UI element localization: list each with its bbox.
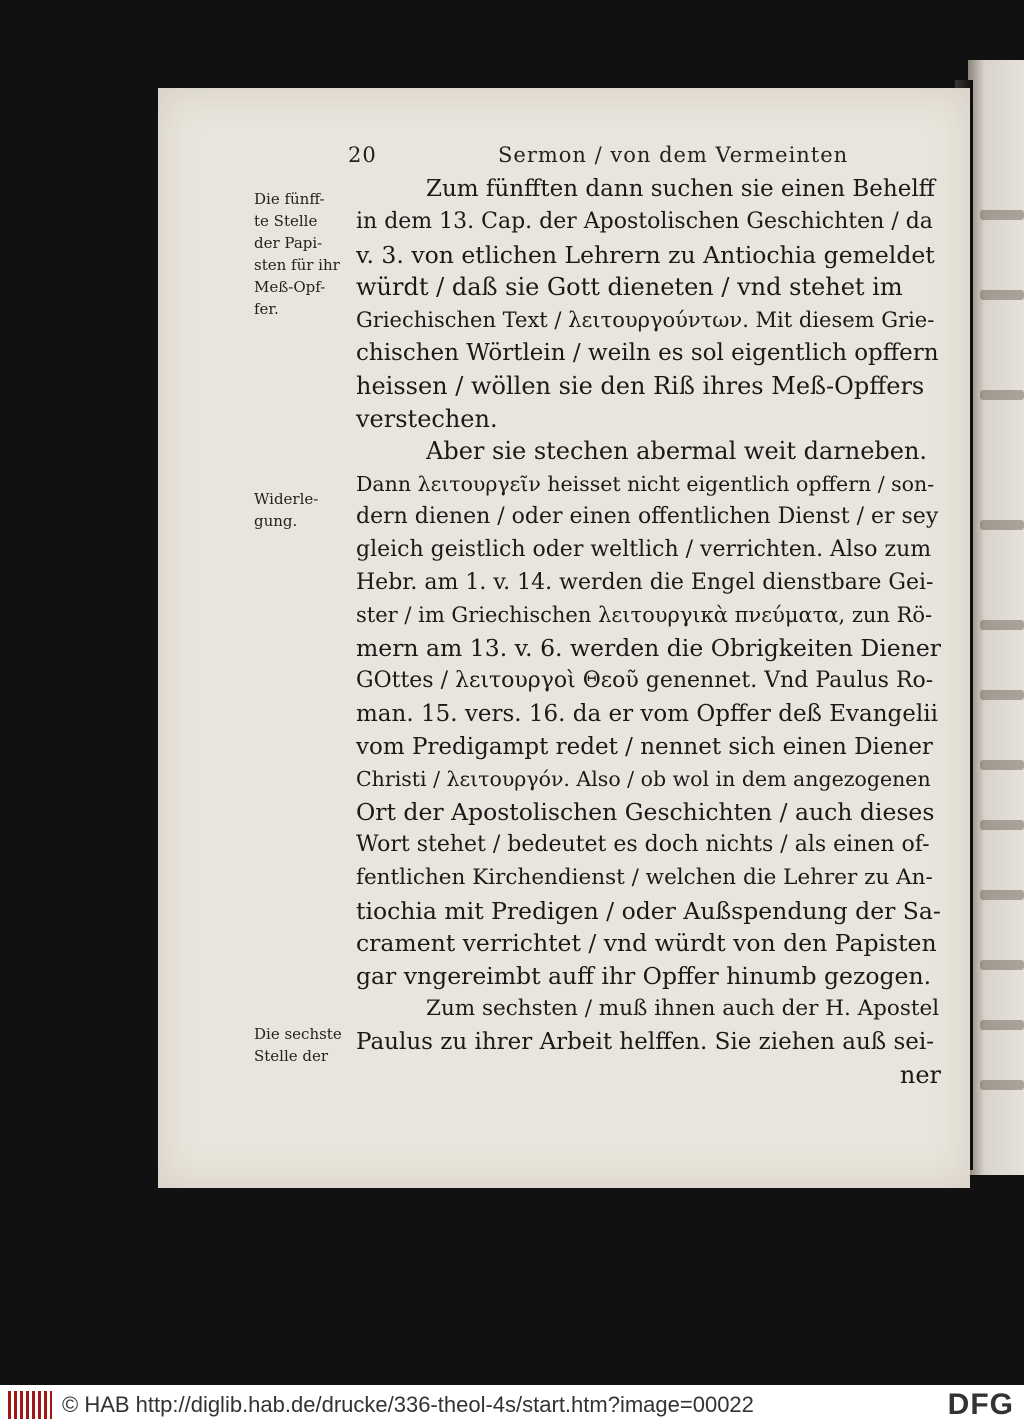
text-line: Griechischen Text / λειτουργούντων. Mit diesem Grie- [356, 308, 935, 333]
text-line: Zum fünfften dann suchen sie einen Behelff [426, 176, 936, 202]
text-line: Zum sechsten / muß ihnen auch der H. Apostel [426, 995, 940, 1021]
facing-page-text-trace [980, 960, 1024, 970]
text-line: mern am 13. v. 6. werden die Obrigkeiten Diener [356, 634, 941, 663]
text-line: Wort stehet / bedeutet es doch nichts / als einen of- [356, 831, 930, 857]
facing-page-edge [968, 60, 1024, 1175]
facing-page-text-trace [980, 820, 1024, 830]
body-text [356, 173, 941, 1091]
margin-note-line: der Papi- [254, 234, 323, 252]
dfg-logo: DFG [947, 1388, 1014, 1421]
text-line: Aber sie stechen abermal weit darneben. [426, 437, 928, 466]
margin-note-line: Die sechste [254, 1025, 342, 1043]
facing-page-text-trace [980, 890, 1024, 900]
viewer-footer [0, 1385, 1024, 1425]
catchword: ner [899, 1060, 941, 1089]
margin-note-line: Meß-Opf- [254, 278, 326, 296]
text-line: crament verrichtet / vnd würdt von den Papisten [356, 929, 937, 958]
running-head-title: Sermon / von dem Vermeinten [498, 143, 849, 167]
facing-page-text-trace [980, 210, 1024, 220]
text-line: man. 15. vers. 16. da er vom Opffer deß Evangelii [356, 700, 938, 727]
margin-note-line: Die fünff- [254, 190, 325, 208]
margin-note-line: sten für ihr [254, 256, 340, 274]
text-line: tiochia mit Predigen / oder Außspendung der Sa- [356, 896, 941, 925]
margin-note-line: te Stelle [254, 212, 318, 230]
facing-page-text-trace [980, 620, 1024, 630]
text-line: in dem 13. Cap. der Apostolischen Geschichten / da [356, 208, 933, 234]
facing-page-text-trace [980, 290, 1024, 300]
text-line: v. 3. von etlichen Lehrern zu Antiochia gemeldet [356, 240, 935, 269]
facing-page-text-trace [980, 690, 1024, 700]
text-line: gleich geistlich oder weltlich / verrichten. Also zum [356, 536, 932, 562]
text-line: GOttes / λειτουργοὶ Θεοῦ genennet. Vnd Paulus Ro- [356, 667, 934, 693]
text-line: fentlichen Kirchendienst / welchen die Lehrer zu An- [356, 864, 933, 890]
text-line: verstechen. [356, 404, 498, 433]
text-line: ster / im Griechischen λειτουργικὰ πνεύματα, zun Rö- [356, 603, 933, 628]
text-line: chischen Wörtlein / weiln es sol eigentlich opffern [356, 339, 939, 366]
text-line: vom Predigampt redet / nennet sich einen Diener [356, 733, 933, 760]
text-line: Hebr. am 1. v. 14. werden die Engel dienstbare Gei- [356, 569, 934, 595]
copyright-url-link[interactable]: © HAB http://diglib.hab.de/drucke/336-theol-4s/start.htm?image=00022 [62, 1392, 754, 1417]
text-line: heissen / wöllen sie den Riß ihres Meß-Opffers [356, 371, 925, 400]
margin-note-line: gung. [254, 512, 298, 530]
margin-note-line: fer. [254, 300, 279, 318]
margin-note-line: Widerle- [254, 490, 319, 508]
facing-page-text-trace [980, 760, 1024, 770]
facing-page-text-trace [980, 1080, 1024, 1090]
text-line: Ort der Apostolischen Geschichten / auch dieses [356, 798, 935, 827]
facing-page-text-trace [980, 1020, 1024, 1030]
margin-note-refutation [254, 488, 354, 532]
facing-page-text-trace [980, 520, 1024, 530]
text-line: dern dienen / oder einen offentlichen Dienst / er sey [356, 503, 939, 529]
facing-page-text-trace [980, 390, 1024, 400]
page-number: 20 [348, 143, 377, 167]
margin-note-sixth-passage [254, 1023, 354, 1067]
text-line: würdt / daß sie Gott dieneten / vnd stehet im [356, 273, 903, 302]
book-page [158, 88, 970, 1188]
margin-note-fifth-passage [254, 188, 354, 320]
hab-logo-icon [8, 1391, 52, 1419]
text-line: gar vngereimbt auff ihr Opffer hinumb gezogen. [356, 962, 932, 991]
text-line: Dann λειτουργεῖν heisset nicht eigentlich opffern / son- [356, 472, 935, 497]
text-line: Paulus zu ihrer Arbeit helffen. Sie ziehen auß sei- [356, 1028, 934, 1055]
margin-note-line: Stelle der [254, 1047, 329, 1065]
text-line: Christi / λειτουργόν. Also / ob wol in dem angezogenen [356, 767, 931, 792]
